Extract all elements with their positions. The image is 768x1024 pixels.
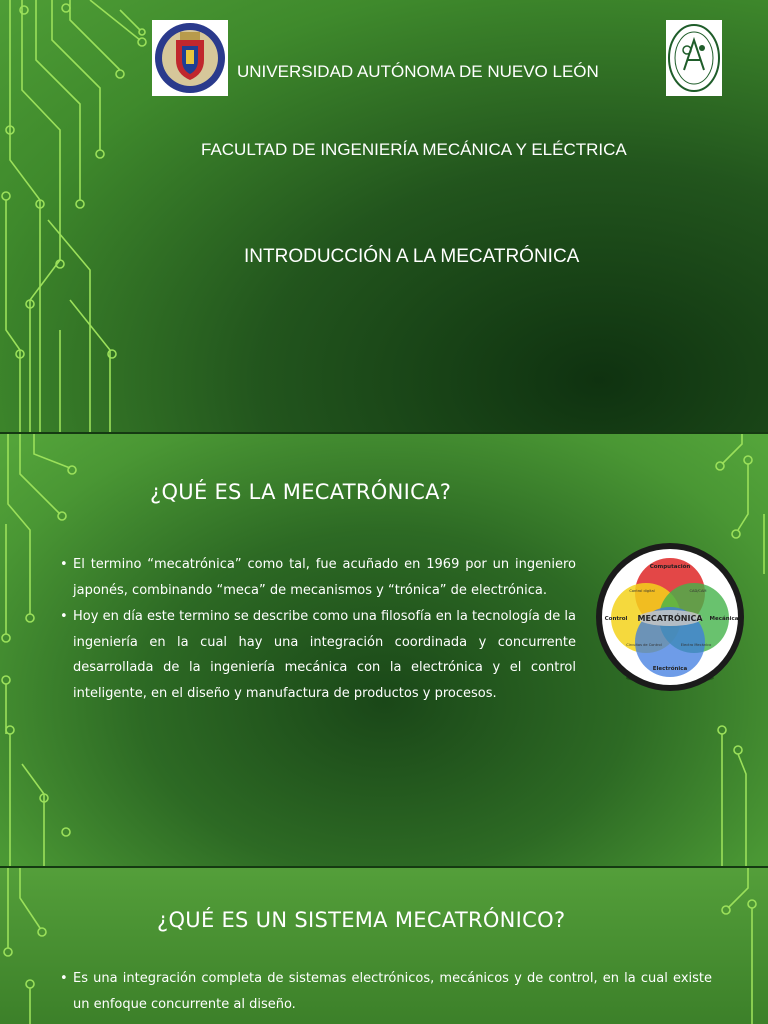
diagram-inner-bottom-right-label: Electro Mecánico <box>680 643 712 647</box>
list-item: • Es una integración completa de sistemas electrónicos, mecánicos y de control, en la cual existe un enfoque concurrente al diseño. <box>60 966 712 1017</box>
bullet-list <box>60 966 712 1018</box>
circuit-board-decoration-icon <box>0 0 160 432</box>
slide-what-is-mechatronic-system <box>0 868 768 1024</box>
list-item: • Hoy en día este termino se describe como una filosofía en la tecnología de la ingeniería en la cual hay una integración coordinada y concurrente desarrollada de la ingeniería mecánica con la electrónica y el control inteligente, en el diseño y manufactura de productos y procesos. <box>60 604 576 706</box>
bullet-list <box>60 552 576 707</box>
slide-what-is-mechatronics <box>0 434 768 866</box>
university-name: UNIVERSIDAD AUTÓNOMA DE NUEVO LEÓN <box>237 62 599 81</box>
slide-title: ¿QUÉ ES UN SISTEMA MECATRÓNICO? <box>157 908 566 932</box>
mechatronics-venn-diagram <box>594 542 746 692</box>
diagram-right-label: Mecánica <box>709 616 739 622</box>
circuit-board-decoration-icon <box>0 868 60 1024</box>
circuit-board-decoration-icon <box>708 868 768 1024</box>
faculty-name: FACULTAD DE INGENIERÍA MECÁNICA Y ELÉCTRICA <box>201 140 627 159</box>
list-item: • El termino “mecatrónica” como tal, fue acuñado en 1969 por un ingeniero japonés, combinando “meca” de mecanismos y “trónica” de electrónica. <box>60 552 576 603</box>
diagram-bottom-label: Electrónica <box>652 666 688 672</box>
diagram-center-label: MECATRÓNICA <box>637 614 703 623</box>
slide-title: ¿QUÉ ES LA MECATRÓNICA? <box>150 480 452 504</box>
uanl-seal-icon <box>152 20 228 96</box>
diagram-inner-bottom-left-label: Circuitos de Control <box>626 643 662 647</box>
university-logo <box>152 20 228 96</box>
diagram-inner-top-left-label: Control digital <box>629 589 655 593</box>
diagram-left-label: Control <box>604 616 628 622</box>
title-slide <box>0 0 768 432</box>
faculty-logo <box>666 20 722 96</box>
diagram-inner-top-right-label: CAD/CAM <box>689 589 707 593</box>
course-name: INTRODUCCIÓN A LA MECATRÓNICA <box>244 246 580 267</box>
fime-seal-icon <box>666 20 722 96</box>
diagram-top-label: Computación <box>649 564 691 570</box>
